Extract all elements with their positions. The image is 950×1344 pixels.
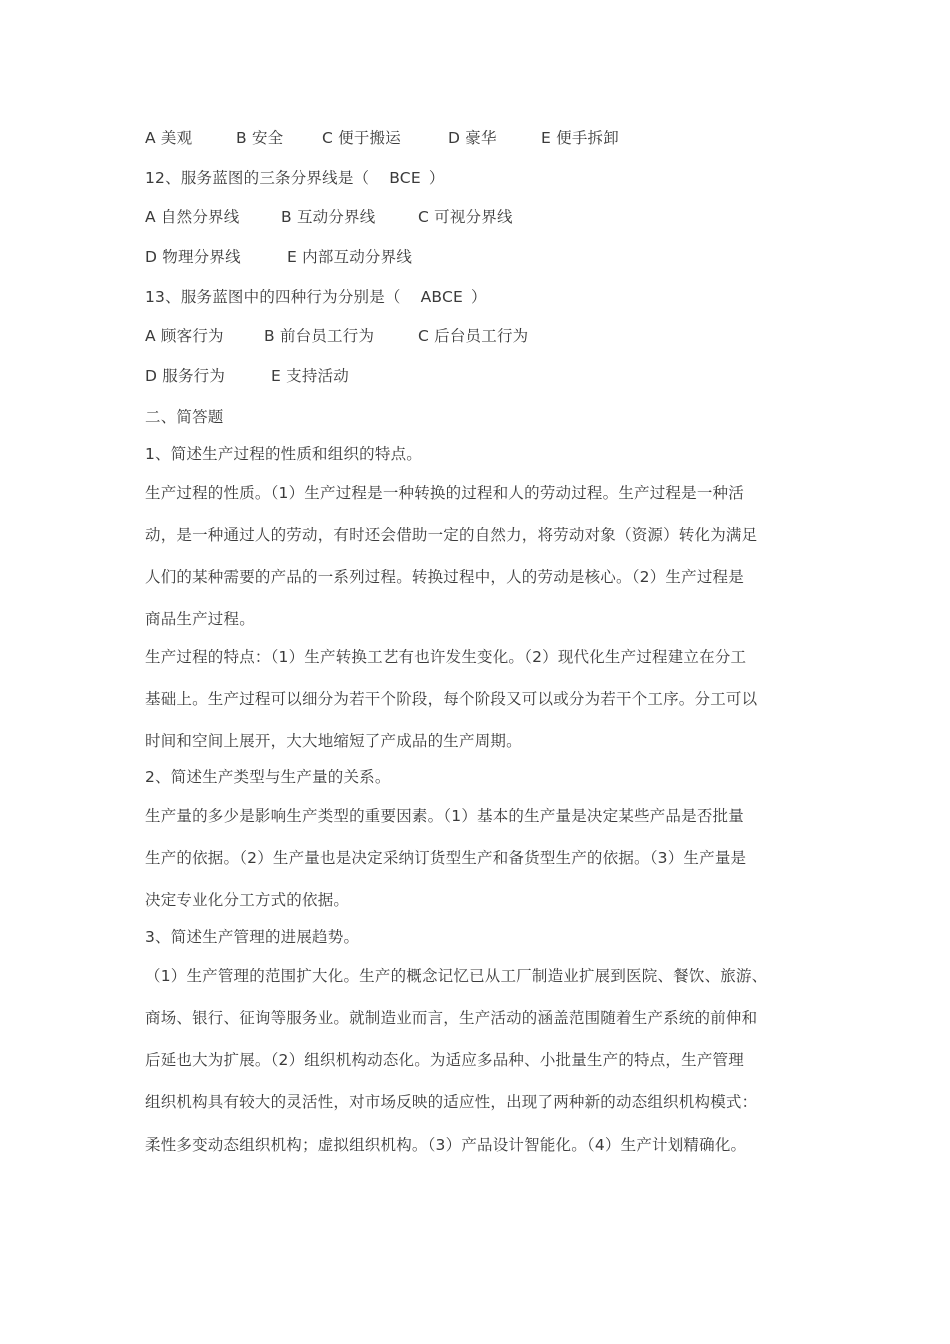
sa1-para2-line3: 时间和空间上展开，大大地缩短了产成品的生产周期。 <box>145 732 522 750</box>
q12-option-c: C 可视分界线 <box>418 208 513 226</box>
sa3-line1: （1）生产管理的范围扩大化。生产的概念记忆已从工厂制造业扩展到医院、餐饮、旅游、 <box>145 967 768 985</box>
q11-option-e: E 便手拆卸 <box>541 129 619 147</box>
q11-option-b: B 安全 <box>236 129 284 147</box>
sa3-line3: 后延也大为扩展。（2）组织机构动态化。为适应多品种、小批量生产的特点，生产管理 <box>145 1051 744 1069</box>
sa3-line4: 组织机构具有较大的灵活性，对市场反映的适应性，出现了两种新的动态组织机构模式： <box>145 1093 758 1111</box>
sa1-para1-line1: 生产过程的性质。（1）生产过程是一种转换的过程和人的劳动过程。生产过程是一种活 <box>145 484 744 502</box>
q13-options-row1 <box>145 324 845 346</box>
sa3-line2: 商场、银行、征询等服务业。就制造业而言，生产活动的涵盖范围随着生产系统的前伸和 <box>145 1009 758 1027</box>
section-title: 二、简答题 <box>145 408 224 426</box>
sa1-question: 1、简述生产过程的性质和组织的特点。 <box>145 445 422 463</box>
q13-close: ） <box>471 288 487 306</box>
q12-answer: BCE <box>389 169 421 187</box>
sa1-para2-line2: 基础上。生产过程可以细分为若干个阶段，每个阶段又可以或分为若干个工序。分工可以 <box>145 690 758 708</box>
q13-option-c: C 后台员工行为 <box>418 327 529 345</box>
q13-answer: ABCE <box>420 288 464 306</box>
q13-option-e: E 支持活动 <box>271 367 349 385</box>
q13-question <box>145 285 487 307</box>
q13-option-d: D 服务行为 <box>145 367 226 385</box>
sa1-para1-line3: 人们的某种需要的产品的一系列过程。转换过程中，人的劳动是核心。（2）生产过程是 <box>145 568 744 586</box>
q12-question <box>145 166 445 188</box>
q12-options-row1 <box>145 205 845 227</box>
sa1-para1-line4: 商品生产过程。 <box>145 610 255 628</box>
q12-options-row2 <box>145 245 845 267</box>
sa2-line2: 生产的依据。（2）生产量也是决定采纳订货型生产和备货型生产的依据。（3）生产量是 <box>145 849 747 867</box>
sa1-para2-line1: 生产过程的特点：（1）生产转换工艺有也许发生变化。（2）现代化生产过程建立在分工 <box>145 648 747 666</box>
sa1-para1-line2: 动，是一种通过人的劳动，有时还会借助一定的自然力，将劳动对象（资源）转化为满足 <box>145 526 758 544</box>
sa2-question: 2、简述生产类型与生产量的关系。 <box>145 768 391 786</box>
q13-option-a: A 顾客行为 <box>145 327 224 345</box>
sa2-line3: 决定专业化分工方式的依据。 <box>145 891 350 909</box>
sa3-line5: 柔性多变动态组织机构；虚拟组织机构。（3）产品设计智能化。（4）生产计划精确化。 <box>145 1136 747 1154</box>
q13-question-text: 13、服务蓝图中的四种行为分别是（ <box>145 288 401 306</box>
q12-option-e: E 内部互动分界线 <box>287 248 413 266</box>
q13-options-row2 <box>145 364 845 386</box>
q12-option-b: B 互动分界线 <box>281 208 376 226</box>
q12-question-text: 12、服务蓝图的三条分界线是（ <box>145 169 370 187</box>
q12-option-a: A 自然分界线 <box>145 208 240 226</box>
q12-close: ） <box>428 169 445 187</box>
q11-options-row <box>145 126 845 148</box>
q11-option-d: D 豪华 <box>448 129 497 147</box>
q12-option-d: D 物理分界线 <box>145 248 241 266</box>
q13-option-b: B 前台员工行为 <box>264 327 375 345</box>
q11-option-c: C 便于搬运 <box>322 129 401 147</box>
q11-option-a: A 美观 <box>145 129 193 147</box>
sa3-question: 3、简述生产管理的进展趋势。 <box>145 928 360 946</box>
sa2-line1: 生产量的多少是影响生产类型的重要因素。（1）基本的生产量是决定某些产品是否批量 <box>145 807 744 825</box>
